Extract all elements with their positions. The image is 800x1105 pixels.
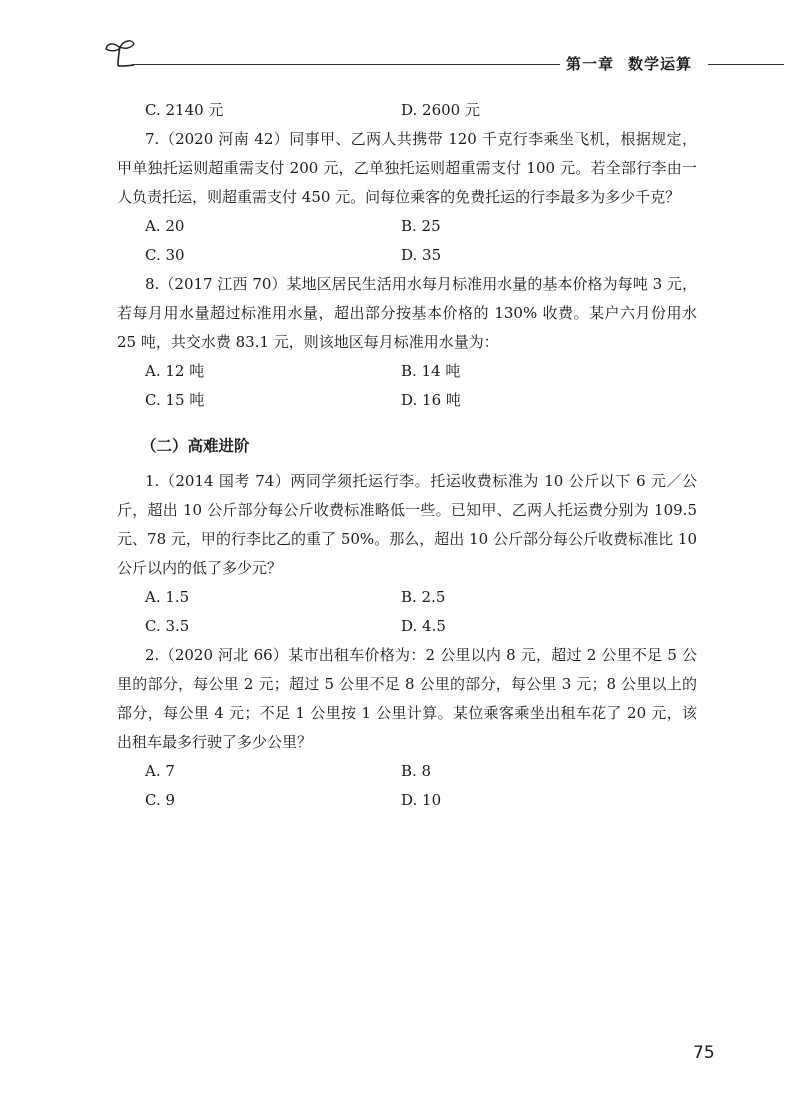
chapter-title: 数学运算 bbox=[628, 55, 693, 73]
option: A. 1.5 bbox=[145, 588, 190, 606]
section-title: （二）高难进阶 bbox=[141, 437, 250, 455]
question-1: 1.（2014 国考 74）两同学须托运行李。托运收费标准为 10 公斤以下 6 元／公斤，超出 10 公斤部分每公斤收费标准略低一些。已知甲、乙两人托运费分别为 109.5 元、78 元，甲的行李比乙的重了 50%。那么，超出 10 公斤部分每公斤收费标准比 10 公斤以内的低了多少元？ bbox=[117, 472, 697, 577]
options-row bbox=[117, 212, 697, 241]
question-7: 7.（2020 河南 42）同事甲、乙两人共携带 120 千克行李乘坐飞机，根据规定，甲单独托运则超重需支付 200 元，乙单独托运则超重需支付 100 元。若全部行李由一人负责托运，则超重需支付 450 元。问每位乘客的免费托运的行李最多为多少千克？ bbox=[117, 130, 697, 206]
running-header bbox=[0, 0, 800, 90]
option: D. 35 bbox=[401, 246, 442, 264]
option: D. 2600 元 bbox=[401, 101, 480, 119]
options-row bbox=[117, 757, 697, 786]
option: B. 25 bbox=[401, 217, 441, 235]
option: B. 2.5 bbox=[401, 588, 446, 606]
question-2: 2.（2020 河北 66）某市出租车价格为：2 公里以内 8 元，超过 2 公里不足 5 公里的部分，每公里 2 元；超过 5 公里不足 8 公里的部分，每公里 3 元；8 公里以上的部分，每公里 4 元；不足 1 公里按 1 公里计算。某位乘客乘坐出租车花了 20 元，该出租车最多行驶了多少公里？ bbox=[117, 646, 697, 751]
option: C. 2140 元 bbox=[145, 101, 224, 119]
options-row bbox=[117, 241, 697, 270]
options-row bbox=[117, 583, 697, 612]
option: C. 3.5 bbox=[145, 617, 190, 635]
option: A. 20 bbox=[145, 217, 185, 235]
options-row bbox=[117, 357, 697, 386]
option: D. 10 bbox=[401, 791, 442, 809]
option: B. 8 bbox=[401, 762, 432, 780]
header-rule-right bbox=[708, 64, 784, 65]
option: D. 4.5 bbox=[401, 617, 446, 635]
options-row bbox=[117, 612, 697, 641]
page-content bbox=[117, 96, 697, 815]
option: A. 12 吨 bbox=[145, 362, 205, 380]
question-8: 8.（2017 江西 70）某地区居民生活用水每月标准用水量的基本价格为每吨 3 元，若每月用水量超过标准用水量，超出部分按基本价格的 130% 收费。某户六月份用水 25 吨，共交水费 83.1 元，则该地区每月标准用水量为： bbox=[117, 275, 697, 351]
header-rule-left bbox=[132, 64, 560, 65]
option: A. 7 bbox=[145, 762, 175, 780]
option: C. 15 吨 bbox=[145, 391, 205, 409]
option: B. 14 吨 bbox=[401, 362, 461, 380]
option: C. 30 bbox=[145, 246, 185, 264]
chapter-number: 第一章 bbox=[566, 55, 615, 73]
options-row bbox=[117, 386, 697, 415]
page-number: 75 bbox=[693, 1043, 715, 1063]
option: D. 16 吨 bbox=[401, 391, 461, 409]
chapter-heading bbox=[566, 53, 692, 74]
options-row bbox=[117, 96, 697, 125]
option: C. 9 bbox=[145, 791, 176, 809]
options-row bbox=[117, 786, 697, 815]
